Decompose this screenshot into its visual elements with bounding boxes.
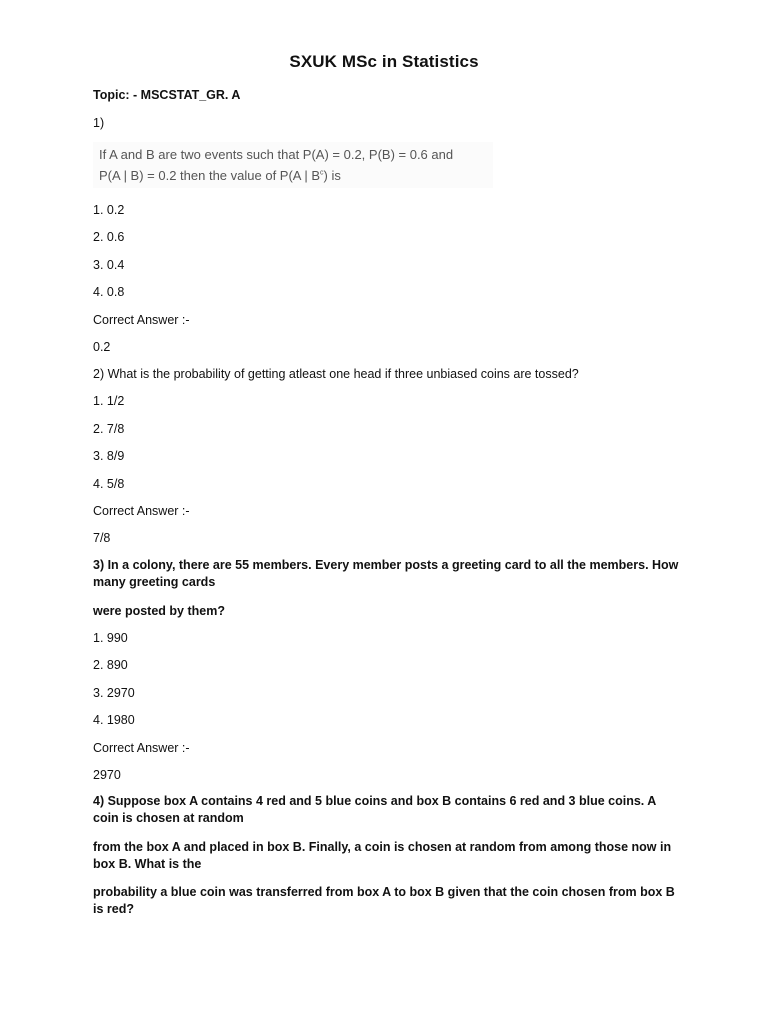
- q3-answer-label: Correct Answer :-: [93, 741, 190, 755]
- q3-option-1: 1. 990: [93, 631, 128, 645]
- q1-option-1: 1. 0.2: [93, 203, 125, 217]
- q2-answer-label: Correct Answer :-: [93, 504, 190, 518]
- q3-option-4: 4. 1980: [93, 713, 135, 727]
- q1-option-4: 4. 0.8: [93, 285, 125, 299]
- q1-answer: 0.2: [93, 340, 111, 354]
- q1-answer-label: Correct Answer :-: [93, 313, 190, 327]
- q1-option-3: 3. 0.4: [93, 258, 125, 272]
- question-4-para-3: probability a blue coin was transferred from box A to box B given that the coin chosen from box B is red?: [93, 885, 675, 916]
- question-1-image: [93, 142, 493, 188]
- question-4-para-1: 4) Suppose box A contains 4 red and 5 blue coins and box B contains 6 red and 3 blue coins. A coin is chosen at random: [93, 794, 656, 825]
- page-title: SXUK MSc in Statistics: [289, 52, 479, 71]
- question-3-text: 3) In a colony, there are 55 members. Every member posts a greeting card to all the members. How many greeting cards: [93, 558, 679, 589]
- question-3-text-cont: were posted by them?: [93, 604, 225, 618]
- question-2-text: 2) What is the probability of getting atleast one head if three unbiased coins are tossed?: [93, 367, 579, 381]
- q2-option-2: 2. 7/8: [93, 422, 125, 436]
- question-4-para-2: from the box A and placed in box B. Finally, a coin is chosen at random from among those now in box B. What is the: [93, 840, 672, 871]
- q2-option-1: 1. 1/2: [93, 394, 125, 408]
- topic-label: Topic: - MSCSTAT_GR. A: [93, 88, 241, 102]
- q2-option-3: 3. 8/9: [93, 449, 125, 463]
- question-1-image-line-2: P(A | B) = 0.2 then the value of P(A | $B^c$) is: [99, 168, 341, 183]
- q2-option-4: 4. 5/8: [93, 477, 125, 491]
- q2-answer: 7/8: [93, 531, 111, 545]
- q1-option-2: 2. 0.6: [93, 230, 125, 244]
- question-1-number: 1): [93, 116, 105, 130]
- question-1-image-line-1: If A and B are two events such that P(A) = 0.2, P(B) = 0.6 and: [99, 147, 454, 162]
- q3-option-2: 2. 890: [93, 658, 128, 672]
- q3-answer: 2970: [93, 768, 121, 782]
- q3-option-3: 3. 2970: [93, 686, 135, 700]
